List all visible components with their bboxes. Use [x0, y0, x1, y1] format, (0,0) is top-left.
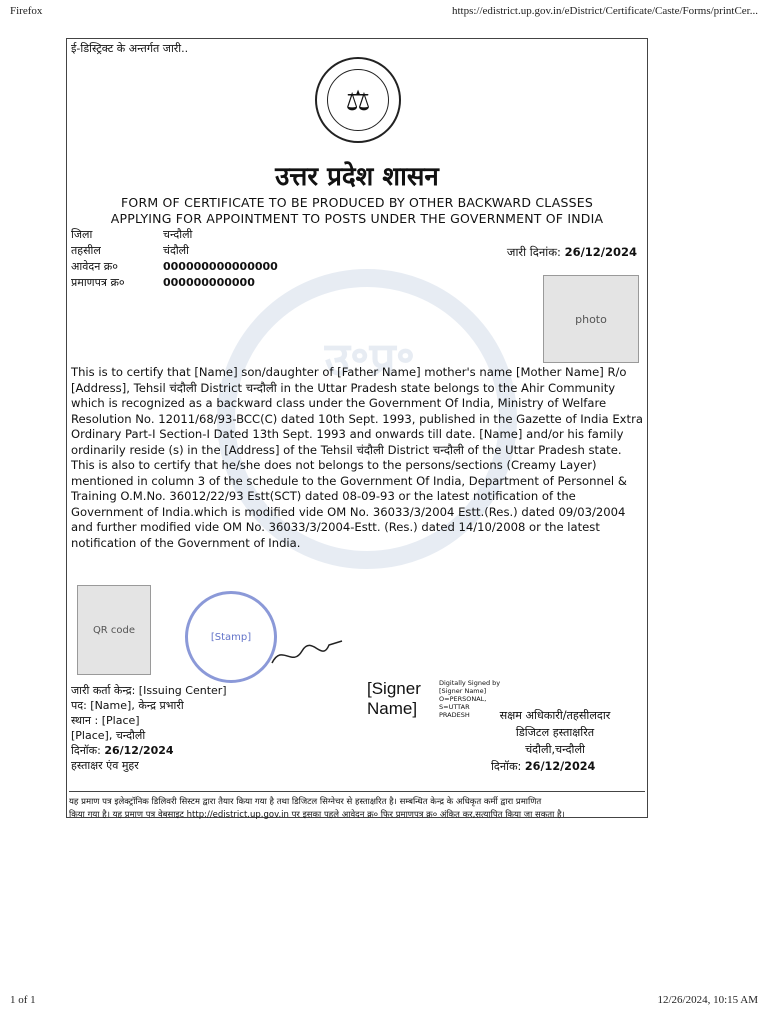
- browser-title: Firefox: [10, 5, 43, 17]
- field-row-application-no: [71, 259, 278, 275]
- creamy-layer-paragraph: This is also to certify that he/she does not belongs to the persons/sections (Creamy Layer) mentioned in column 3 of the schedule to the Government Of India, Department of Personnel & Training O.M.No. 36012/22/93 Estt(SCT) dated 08-09-93 or the latest notification of the Government of India.which is modified vide OM No. 36033/3/2004 Estt.(Res.) dated 09/03/2004 and further modified vide OM No. 36033/3/2004-Estt. (Res.) dated 14/10/2008 or the latest notification of the Government of India.: [71, 458, 627, 550]
- issued-under-text: ई-डिस्ट्रिक्ट के अन्तर्गत जारी..: [71, 42, 189, 55]
- officer-title: सक्षम अधिकारी/तहसीलदार: [499, 709, 611, 722]
- stamp-text: [Stamp]: [210, 631, 252, 643]
- print-header: [0, 0, 768, 24]
- issuing-center-block: [71, 683, 371, 773]
- officer-date: दिनॉक: 26/12/2024: [491, 760, 596, 773]
- signer-name-line-1: [Signer: [367, 679, 421, 698]
- certification-paragraph: This is to certify that [Name] son/daughter of [Father Name] mother's name [Mother Name] R/o [Address], Tehsil चंदौली District चन्दौली in the Uttar Pradesh state belongs to the Ahir Community which is recognized as a backward class under the Government Of India, Ministry of Welfare Resolution No. 12011/68/93-BCC(C) dated 10th Sept. 1993, published in the Gazette of India Extra Ordinary Part-I Section-I Dated 13th Sept. 1993 and onwards till date. [Name] and/or his family ordinarily reside (s) in the [Address] of the Tehsil चंदौली District चन्दौली of the Uttar Pradesh state.: [71, 365, 643, 457]
- signature-details: Digitally Signed by [Signer Name] O=PERSONAL, S=UTTAR PRADESH: [439, 679, 501, 719]
- form-title: [67, 195, 647, 227]
- verification-notice: यह प्रमाण पत्र इलेक्ट्रॉनिक डिलिवरी सिस्टम द्वारा तैयार किया गया है तथा डिजिटल सिग्नेचर से हस्ताक्षरित है। सम्बन्धित केन्द्र के अधिकृत कर्मी द्वारा प्रमाणित किया गया है। यह प्रमाण पत्र वेबसाइट http://edistrict.up.gov.in पर इसका पहले आवेदन क्र० फिर प्रमाणपत्र क्र० अंकित कर,सत्यापित किया जा सकता है।: [69, 791, 645, 822]
- emblem-fish-bow-icon: ⚖: [327, 69, 389, 131]
- issuing-center: जारी कर्ता केन्द्र: [Issuing Center]: [71, 684, 227, 697]
- field-row-district: [71, 227, 278, 243]
- official-stamp: [185, 591, 277, 683]
- field-label: प्रमाणपत्र क्र०: [71, 276, 125, 289]
- field-label: जिला: [71, 228, 93, 241]
- competent-officer-block: [475, 707, 635, 775]
- state-emblem-icon: [315, 57, 401, 143]
- officer-digital-sign: डिजिटल हस्ताक्षरित: [515, 726, 595, 739]
- watermark-seal: उ॰प्र॰: [217, 269, 517, 569]
- print-timestamp: 12/26/2024, 10:15 AM: [657, 994, 758, 1006]
- applicant-photo: photo: [543, 275, 639, 363]
- issuing-place-1: स्थान : [Place]: [71, 714, 140, 727]
- issue-date-value: 26/12/2024: [564, 245, 637, 259]
- signer-name-line-2: Name]: [367, 699, 418, 718]
- field-value: 000000000000000: [163, 260, 278, 273]
- field-row-tehsil: [71, 243, 278, 259]
- field-value: 000000000000: [163, 276, 255, 289]
- page-count: 1 of 1: [10, 994, 36, 1006]
- handwritten-signature: [267, 633, 347, 673]
- government-name: उत्तर प्रदेश शासन: [275, 162, 439, 192]
- field-label: तहसील: [71, 244, 101, 257]
- certificate-body: [71, 365, 643, 551]
- certificate: [66, 38, 648, 818]
- form-title-line-1: FORM OF CERTIFICATE TO BE PRODUCED BY OTHER BACKWARD CLASSES: [121, 195, 593, 210]
- certificate-fields: [71, 227, 278, 291]
- issuer-designation: पद: [Name], केन्द्र प्रभारी: [71, 699, 184, 712]
- page-url[interactable]: https://edistrict.up.gov.in/eDistrict/Certificate/Caste/Forms/printCer...: [451, 5, 758, 17]
- sign-and-seal: हस्ताक्षर एंव मुहर: [71, 759, 139, 772]
- issue-date-label: जारी दिनांक:: [506, 245, 561, 259]
- officer-place: चंदौली,चन्दौली: [525, 743, 585, 756]
- issuing-date: दिनॉक: 26/12/2024: [71, 744, 174, 757]
- issuing-place-2: [Place], चन्दौली: [71, 729, 146, 742]
- print-footer: [0, 994, 768, 1024]
- field-row-certificate-no: [71, 275, 278, 291]
- field-value: चंदौली: [163, 244, 189, 257]
- issue-date: [507, 245, 637, 260]
- field-value: चन्दौली: [163, 228, 193, 241]
- form-title-line-2: APPLYING FOR APPOINTMENT TO POSTS UNDER THE GOVERNMENT OF INDIA: [110, 211, 604, 226]
- field-label: आवेदन क्र०: [71, 260, 118, 273]
- qr-code: QR code: [77, 585, 151, 675]
